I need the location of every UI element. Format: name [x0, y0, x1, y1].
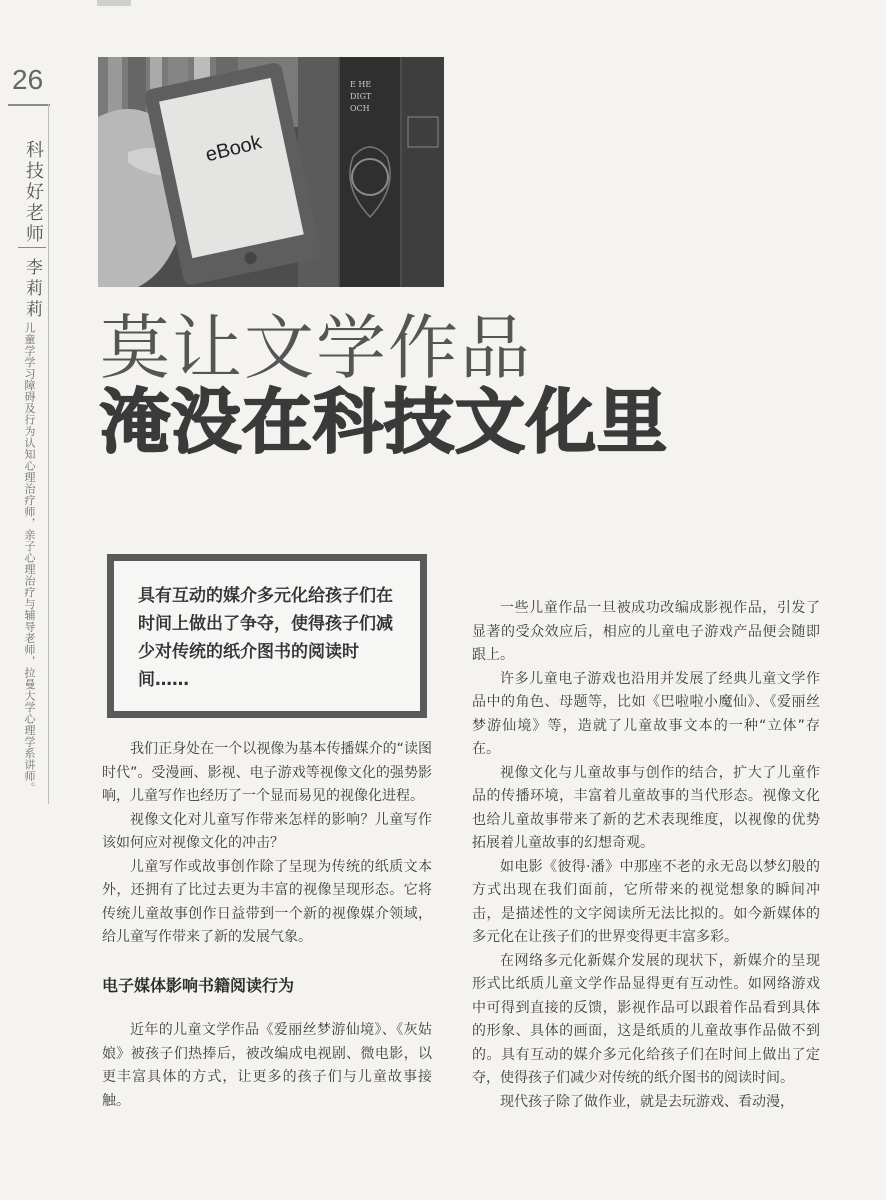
paragraph: 近年的儿童文学作品《爱丽丝梦游仙境》、《灰姑娘》被孩子们热捧后，被改编成电视剧、微电影，以更丰富具体的方式，让更多的孩子们与儿童故事接触。	[102, 1022, 432, 1109]
article-title-line1: 莫让文学作品	[100, 307, 532, 389]
paragraph: 儿童写作或故事创作除了呈现为传统的纸质文本外，还拥有了比过去更为丰富的视像呈现形态。它将传统儿童故事创作日益带到一个新的视像媒介领域，给儿童写作带来了新的发展气象。	[102, 858, 432, 945]
author-name: 李莉莉	[22, 258, 42, 321]
ereader-screen-label: eBook	[203, 131, 264, 167]
sidebar-divider	[48, 104, 49, 804]
paragraph: 在网络多元化新媒介发展的现状下，新媒介的呈现形式比纸质儿童文学作品显得更有互动性。如网络游戏中可得到直接的反馈，影视作品可以跟着作品看到具体的形象、具体的画面，这是纸质的儿童故事作品做不到的。具有互动的媒介多元化给孩子们在时间上做出了定夺，使得孩子们减少对传统的纸介图书的阅读时间。	[472, 952, 820, 1086]
paragraph: 视像文化与儿童故事与创作的结合，扩大了儿童作品的传播环境，丰富着儿童故事的当代形态。视像文化也给儿童故事带来了新的艺术表现维度，以视像的优势拓展着儿童故事的幻想奇观。	[472, 764, 820, 851]
bookshelf-ereader-illustration	[98, 57, 444, 287]
column-name: 科技好老师	[23, 140, 44, 245]
paragraph: 许多儿童电子游戏也沿用并发展了经典儿童文学作品中的角色、母题等，比如《巴啦啦小魔仙》、《爱丽丝梦游仙境》等，造就了儿童故事文本的一种“立体”存在。	[472, 670, 820, 757]
left-column	[102, 738, 432, 1113]
sidebar-separator	[18, 247, 46, 248]
hero-photo	[98, 57, 444, 287]
article-title-line2: 淹没在科技文化里	[100, 381, 668, 463]
author-bio: 儿童学学习障碍及行为认知心理治疗师，亲子心理治疗与辅导老师，拉曼大学心理学系讲师。	[23, 322, 36, 794]
paragraph: 如电影《彼得·潘》中那座不老的永无岛以梦幻般的方式出现在我们面前，它所带来的视觉想象的瞬间冲击，是描述性的文字阅读所无法比拟的。如今新媒体的多元化在让孩子们的世界变得更丰富多彩。	[472, 858, 820, 945]
paragraph: 我们正身处在一个以视像为基本传播媒介的“读图时代”。受漫画、影视、电子游戏等视像文化的强势影响，儿童写作也经历了一个显而易见的视像化进程。	[102, 741, 432, 804]
page-number-rule	[8, 104, 50, 106]
svg-text:DIGT: DIGT	[350, 92, 372, 101]
pull-quote-text: 具有互动的媒介多元化给孩子们在时间上做出了争夺，使得孩子们减少对传统的纸介图书的阅读时间……	[138, 586, 393, 690]
svg-text:E HE: E HE	[350, 80, 372, 89]
svg-text:OCH: OCH	[350, 104, 370, 113]
paragraph: 视像文化对儿童写作带来怎样的影响？儿童写作该如何应对视像文化的冲击？	[102, 811, 432, 851]
paragraph: 现代孩子除了做作业，就是去玩游戏、看动漫，	[500, 1093, 794, 1110]
top-edge-mark	[97, 0, 131, 6]
right-column	[472, 597, 820, 1114]
section-subheading: 电子媒体影响书籍阅读行为	[102, 975, 295, 995]
paragraph: 一些儿童作品一旦被成功改编成影视作品，引发了显著的受众效应后，相应的儿童电子游戏产品便会随即跟上。	[472, 600, 820, 663]
page-number: 26	[12, 64, 44, 95]
